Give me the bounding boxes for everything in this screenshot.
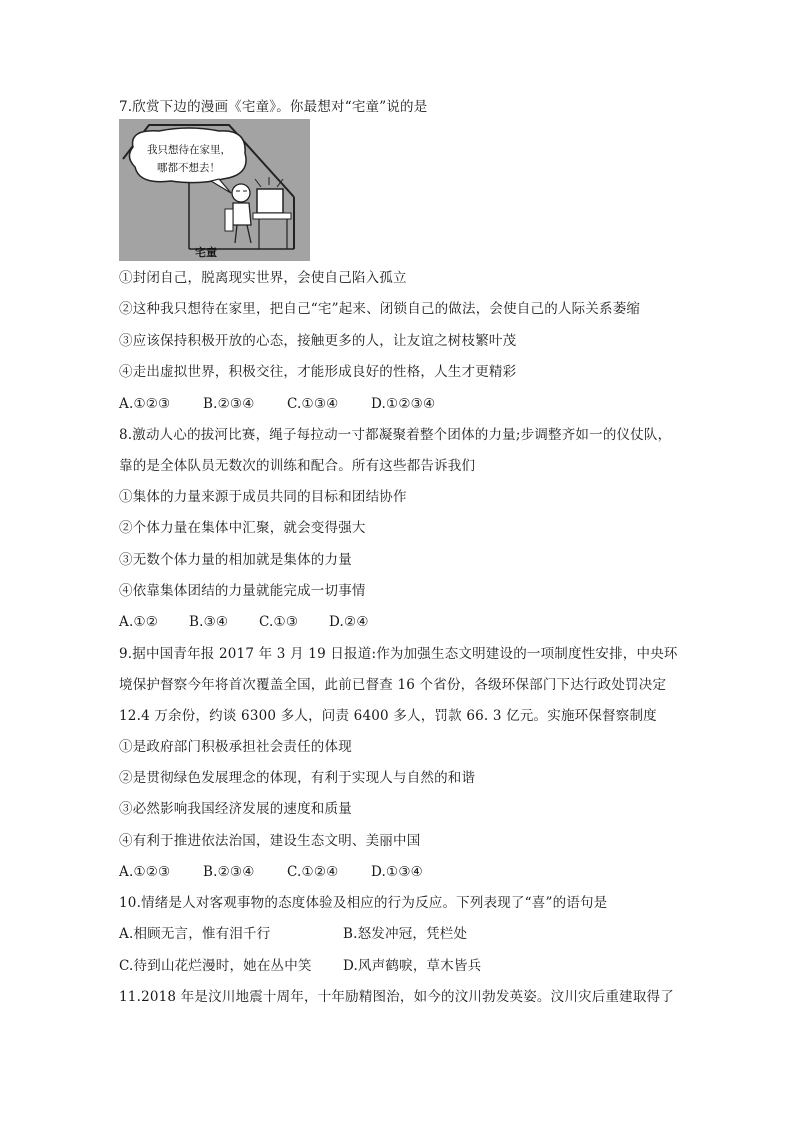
cartoon-caption: 宅童: [195, 246, 217, 259]
q7-statement-4: ④走出虚拟世界，积极交往，才能形成良好的性格，人生才更精彩: [119, 364, 517, 380]
q10-option-c: C.待到山花烂漫时，她在丛中笑: [119, 958, 312, 974]
q7-stem: 7.欣赏下边的漫画《宅童》。你最想对“宅童”说的是: [119, 99, 428, 115]
q9-statement-1: ①是政府部门积极承担社会责任的体现: [119, 739, 352, 755]
bubble-line-2: 哪都不想去！: [157, 162, 220, 174]
q8-options: [119, 613, 369, 631]
q8-statement-1: ①集体的力量来源于成员共同的目标和团结协作: [119, 489, 407, 505]
q9-statement-2: ②是贯彻绿色发展理念的体现，有利于实现人与自然的和谐: [119, 770, 476, 786]
q9-stem-line-2: 境保护督察今年将首次覆盖全国，此前已督查 16 个省份，各级环保部门下达行政处罚决定: [119, 677, 667, 693]
q10-option-a: A.相顾无言，惟有泪千行: [119, 926, 271, 942]
q8-stem-line-2: 靠的是全体队员无数次的训练和配合。所有这些都告诉我们: [119, 458, 476, 474]
q8-statement-4: ④依靠集体团结的力量就能完成一切事情: [119, 583, 366, 599]
q8-stem-line-1: 8.激动人心的拔河比赛，绳子每拉动一寸都凝聚着整个团体的力量;步调整齐如一的仪仗队，: [119, 427, 672, 443]
q11-stem: 11.2018 年是汶川地震十周年，十年励精图治，如今的汶川勃发英姿。汶川灾后重建取得了: [119, 989, 674, 1005]
q8-option-a: A.①②: [119, 614, 159, 630]
q8-option-c: C.①③: [259, 614, 299, 630]
q10-options-row-2: [119, 957, 481, 975]
q7-option-d: D.①②③④: [371, 396, 436, 412]
q10-option-d: D.风声鹤唳，草木皆兵: [343, 958, 482, 974]
q9-option-c: C.①②④: [287, 864, 339, 880]
q7-option-b: B.②③④: [203, 396, 255, 412]
q9-options: [119, 863, 423, 881]
q10-options-row-1: [119, 925, 467, 943]
q8-statement-3: ③无数个体力量的相加就是集体的力量: [119, 552, 352, 568]
q9-stem-line-1: 9.据中国青年报 2017 年 3 月 19 日报道:作为加强生态文明建设的一项制度性安排，中央环: [119, 646, 678, 662]
q7-statement-2: ②这种我只想待在家里，把自己“宅”起来、闭锁自己的做法，会使自己的人际关系萎缩: [119, 301, 641, 317]
q9-stem-line-3: 12.4 万余份，约谈 6300 多人，问责 6400 多人，罚款 66. 3 亿元。实施环保督察制度: [119, 708, 657, 724]
bubble-line-1: 我只想待在家里，: [147, 144, 231, 156]
q9-statement-4: ④有利于推进依法治国，建设生态文明、美丽中国: [119, 833, 421, 849]
q10-stem: 10.情绪是人对客观事物的态度体验及相应的行为反应。下列表现了“喜”的语句是: [119, 895, 608, 911]
q7-option-c: C.①③④: [287, 396, 339, 412]
q8-option-d: D.②④: [329, 614, 369, 630]
q8-statement-2: ②个体力量在集体中汇聚，就会变得强大: [119, 520, 366, 536]
cartoon-image: [119, 119, 310, 261]
q7-statement-3: ③应该保持积极开放的心态，接触更多的人，让友谊之树枝繁叶茂: [119, 333, 517, 349]
q7-statement-1: ①封闭自己，脱离现实世界，会使自己陷入孤立: [119, 270, 407, 286]
q9-option-b: B.②③④: [203, 864, 255, 880]
q7-option-a: A.①②③: [119, 396, 171, 412]
q10-option-b: B.怒发冲冠，凭栏处: [343, 926, 468, 942]
q9-option-a: A.①②③: [119, 864, 171, 880]
q9-option-d: D.①③④: [371, 864, 423, 880]
q8-option-b: B.③④: [189, 614, 229, 630]
q9-statement-3: ③必然影响我国经济发展的速度和质量: [119, 801, 352, 817]
q7-options: [119, 395, 435, 413]
